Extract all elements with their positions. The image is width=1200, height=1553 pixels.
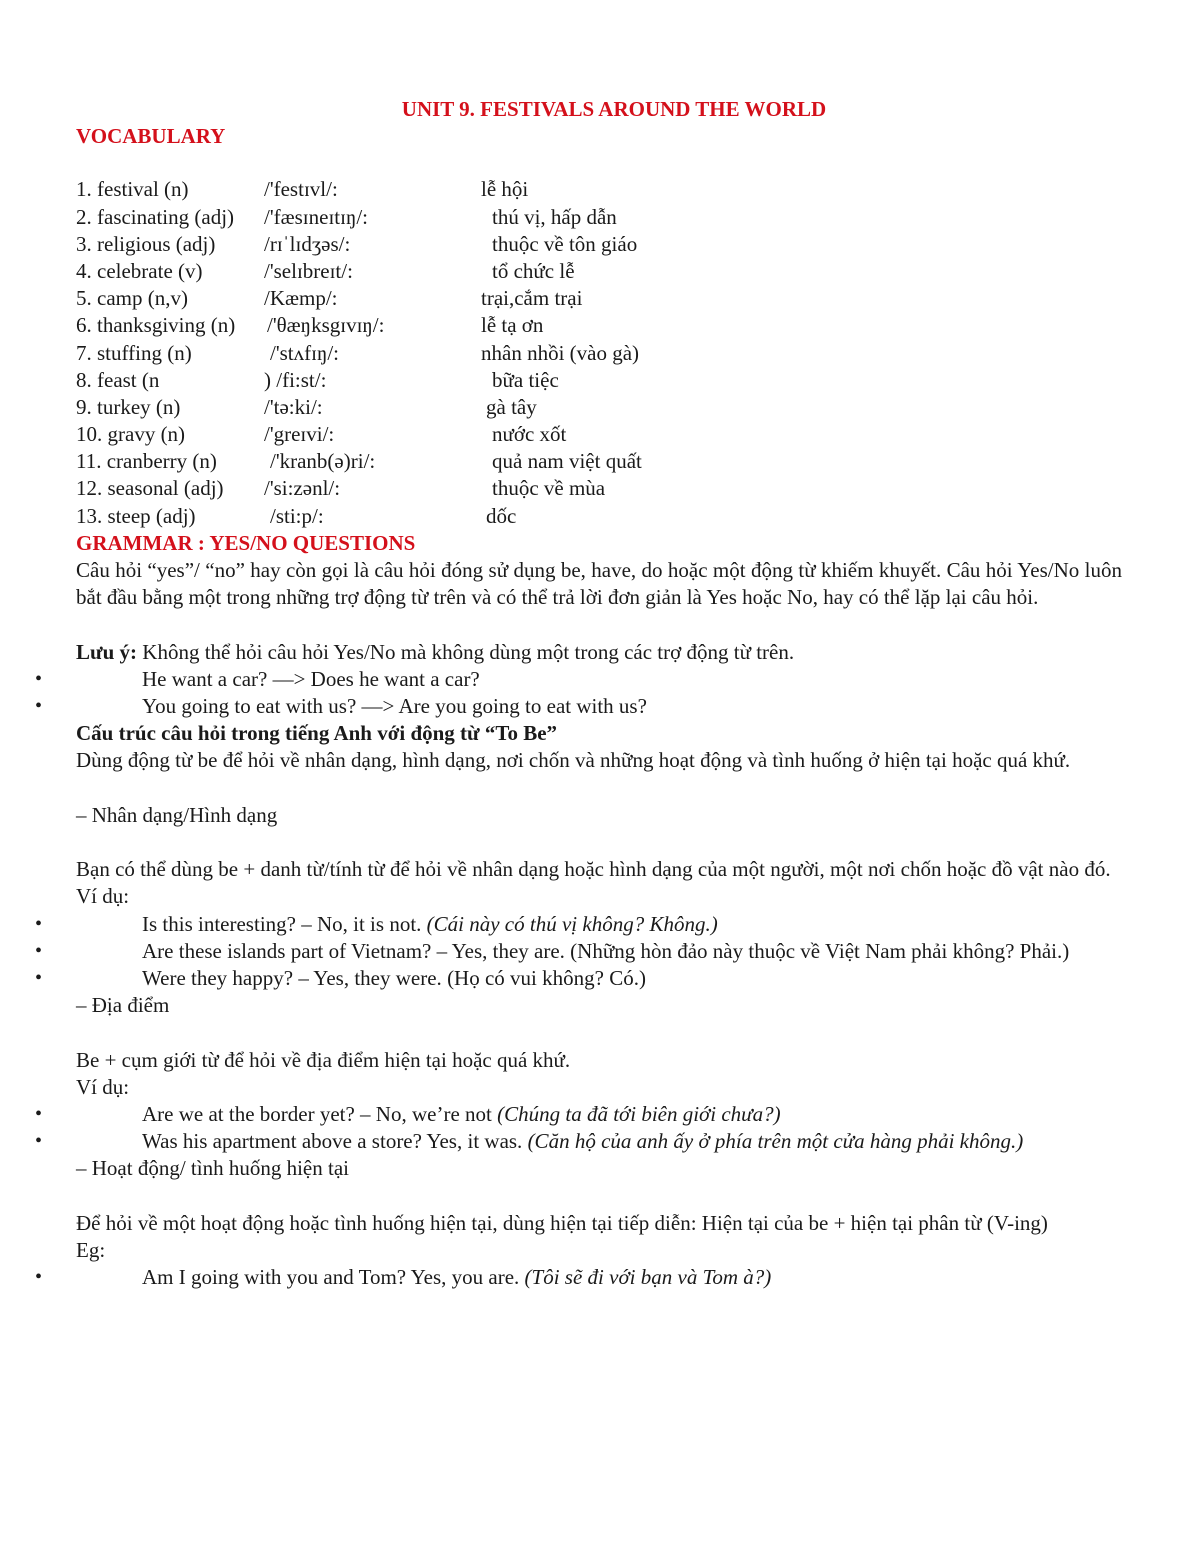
vocab-meaning: nước xốt xyxy=(492,422,567,447)
vocabulary-list xyxy=(76,176,1122,529)
vocab-row xyxy=(76,475,1122,502)
example-text: He want a car? —> Does he want a car? xyxy=(142,666,480,691)
vocab-row xyxy=(76,231,1122,258)
bullet-item xyxy=(35,1128,1122,1155)
example-text: You going to eat with us? —> Are you going to eat with us? xyxy=(142,694,647,718)
vocab-row xyxy=(76,340,1122,367)
spacer xyxy=(76,829,1122,856)
vocab-ipa: /'selɪbreɪt/: xyxy=(264,258,353,283)
section-activity-text: Để hỏi về một hoạt động hoặc tình huống hiện tại, dùng hiện tại tiếp diễn: Hiện tại của be + hiện tại phân từ (V-ing) xyxy=(76,1210,1048,1235)
vocab-meaning: bữa tiệc xyxy=(492,367,559,392)
vocab-row xyxy=(76,312,1122,339)
example-english: Is this interesting? – No, it is not. xyxy=(142,911,427,936)
vocab-word: 7. stuffing (n) xyxy=(76,340,192,365)
example-label: Ví dụ: xyxy=(76,884,130,909)
example-translation: (Tôi sẽ đi với bạn và Tom à?) xyxy=(524,1265,772,1290)
bullet-item xyxy=(35,938,1122,965)
vocab-word: 1. festival (n) xyxy=(76,177,189,202)
bullet-item xyxy=(35,1264,1122,1291)
bullet-icon: • xyxy=(35,939,43,962)
bullet-icon: • xyxy=(35,912,43,935)
grammar-heading: GRAMMAR : YES/NO QUESTIONS xyxy=(76,530,416,555)
vocab-ipa: ) /fi:st/: xyxy=(264,367,327,392)
vocab-row xyxy=(76,204,1122,231)
bullet-item xyxy=(35,911,1122,938)
example-english: Are we at the border yet? – No, we’re not xyxy=(142,1102,498,1126)
vocab-meaning: dốc xyxy=(486,503,517,528)
vocab-row xyxy=(76,258,1122,285)
vocab-word: 9. turkey (n) xyxy=(76,394,181,419)
vocab-word: 2. fascinating (adj) xyxy=(76,204,235,229)
vocab-meaning: thú vị, hấp dẫn xyxy=(492,204,617,229)
bullet-icon: • xyxy=(35,667,43,690)
vocab-word: 6. thanksgiving (n) xyxy=(76,313,236,338)
vocab-meaning: lễ tạ ơn xyxy=(481,313,544,338)
vocab-meaning: gà tây xyxy=(486,394,537,419)
note-label: Lưu ý: xyxy=(76,639,138,664)
note-examples xyxy=(35,666,1122,720)
eg-label: Eg: xyxy=(76,1238,106,1262)
page-title: UNIT 9. FESTIVALS AROUND THE WORLD xyxy=(401,97,827,121)
example-translation: (Những hòn đảo này thuộc về Việt Nam phải không? Phải.) xyxy=(570,938,1070,963)
vocab-row xyxy=(76,176,1122,203)
document-page xyxy=(35,96,1122,1291)
spacer xyxy=(76,1183,1122,1210)
example-english: Were they happy? – Yes, they were. xyxy=(142,966,448,990)
example-translation: (Họ có vui không? Có.) xyxy=(447,966,646,990)
vocab-row xyxy=(76,448,1122,475)
example-translation: (Chúng ta đã tới biên giới chưa?) xyxy=(497,1102,781,1126)
vocab-meaning: tổ chức lễ xyxy=(492,258,575,283)
vocab-ipa: /'θæŋksgɪvɪŋ/: xyxy=(267,313,385,338)
bullet-icon: • xyxy=(35,1266,43,1289)
vocab-row xyxy=(76,285,1122,312)
note-text: Không thể hỏi câu hỏi Yes/No mà không dùng một trong các trợ động từ trên. xyxy=(137,639,795,664)
vocab-ipa: /Kæmp/: xyxy=(264,286,338,311)
vocab-ipa: /'fæsɪneɪtɪŋ/: xyxy=(264,204,369,229)
bullet-item xyxy=(35,965,1122,992)
example-label: Ví dụ: xyxy=(76,1074,130,1099)
example-translation: (Cái này có thú vị không? Không.) xyxy=(426,911,718,936)
vocab-ipa: /'si:zənl/: xyxy=(264,476,341,501)
bullet-icon: • xyxy=(35,967,43,989)
bullet-item xyxy=(35,1101,1122,1128)
vocab-meaning: nhân nhồi (vào gà) xyxy=(481,340,640,365)
vocab-word: 12. seasonal (adj) xyxy=(76,476,224,501)
section-location-examples xyxy=(35,1101,1122,1155)
bullet-icon: • xyxy=(35,1103,43,1125)
spacer xyxy=(76,1019,1122,1046)
vocab-row xyxy=(76,421,1122,448)
vocab-meaning: lễ hội xyxy=(481,177,529,202)
vocab-word: 5. camp (n,v) xyxy=(76,286,188,311)
vocab-ipa: /'tə:ki/: xyxy=(264,394,323,419)
vocab-ipa: /'kranb(ə)ri/: xyxy=(270,449,376,474)
section-location-title: – Địa điểm xyxy=(76,993,170,1018)
vocab-meaning: trại,cắm trại xyxy=(481,286,583,311)
section-activity-examples xyxy=(35,1264,1122,1291)
vocab-row xyxy=(76,394,1122,421)
example-translation: (Căn hộ của anh ấy ở phía trên một cửa hàng phải không.) xyxy=(527,1129,1024,1154)
spacer xyxy=(76,775,1122,802)
vocab-ipa: /'festɪvl/: xyxy=(264,177,338,202)
vocab-word: 10. gravy (n) xyxy=(76,422,186,447)
bullet-item xyxy=(35,693,1122,720)
spacer xyxy=(76,150,1122,176)
vocab-ipa: /sti:p/: xyxy=(270,503,324,528)
section-identity-text: Bạn có thể dùng be + danh từ/tính từ để hỏi về nhân dạng hoặc hình dạng của một người, một nơi chốn hoặc đồ vật nào đó. xyxy=(76,857,1111,882)
vocab-word: 13. steep (adj) xyxy=(76,503,196,528)
vocab-row xyxy=(76,367,1122,394)
vocab-meaning: thuộc về mùa xyxy=(492,476,606,501)
section-location-text: Be + cụm giới từ để hỏi về địa điểm hiện tại hoặc quá khứ. xyxy=(76,1047,571,1072)
tobe-heading: Cấu trúc câu hỏi trong tiếng Anh với động từ “To Be” xyxy=(76,721,558,746)
vocab-ipa: /'stʌfɪŋ/: xyxy=(270,340,340,365)
vocab-row xyxy=(76,503,1122,530)
tobe-intro: Dùng động từ be để hỏi về nhân dạng, hình dạng, nơi chốn và những hoạt động và tình huống ở hiện tại hoặc quá khứ. xyxy=(76,748,1071,773)
vocabulary-heading: VOCABULARY xyxy=(76,124,226,149)
bullet-item xyxy=(35,666,1122,693)
note-paragraph xyxy=(76,639,1122,666)
vocab-word: 8. feast (n xyxy=(76,367,160,392)
vocab-word: 3. religious (adj) xyxy=(76,231,216,256)
grammar-intro: Câu hỏi “yes”/ “no” hay còn gọi là câu hỏi đóng sử dụng be, have, do hoặc một động từ khiếm khuyết. Câu hỏi Yes/No luôn bắt đầu bằng một trong những trợ động từ trên và có thể trả lời đơn giản là Yes hoặc No, hay có thể lặp lại câu hỏi. xyxy=(76,558,1122,610)
vocab-ipa: /'greɪvi/: xyxy=(264,422,335,447)
vocab-meaning: thuộc về tôn giáo xyxy=(492,231,638,256)
vocab-word: 11. cranberry (n) xyxy=(76,449,217,474)
bullet-icon: • xyxy=(35,1130,43,1153)
bullet-icon: • xyxy=(35,695,43,717)
example-english: Was his apartment above a store? Yes, it was. xyxy=(142,1129,528,1154)
example-english: Am I going with you and Tom? Yes, you are. xyxy=(142,1265,525,1290)
section-identity-examples xyxy=(35,911,1122,993)
spacer xyxy=(76,611,1122,638)
section-activity-title: – Hoạt động/ tình huống hiện tại xyxy=(76,1156,349,1181)
vocab-ipa: /rɪˈlɪdʒəs/: xyxy=(264,231,351,256)
vocab-word: 4. celebrate (v) xyxy=(76,258,203,283)
section-identity-title: – Nhân dạng/Hình dạng xyxy=(76,802,278,827)
example-english: Are these islands part of Vietnam? – Yes, they are. xyxy=(142,938,571,963)
vocab-meaning: quả nam việt quất xyxy=(492,449,642,474)
